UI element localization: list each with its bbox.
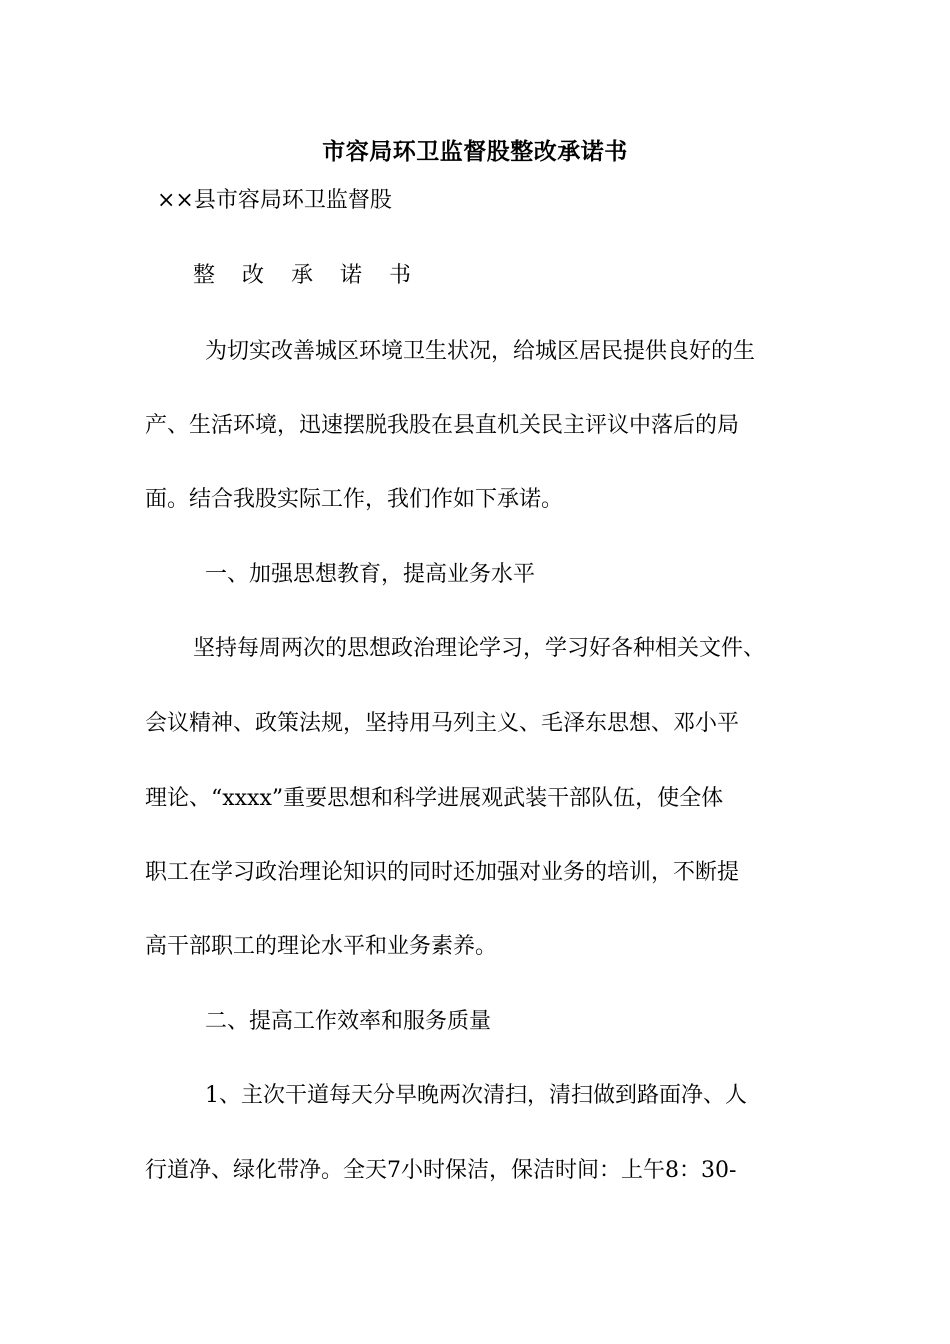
addressee: ××县市容局环卫监督股	[157, 188, 392, 213]
section-heading-1: 一、加强思想教育，提高业务水平	[205, 562, 536, 587]
body-line-4: 坚持每周两次的思想政治理论学习，学习好各种相关文件、	[193, 636, 766, 661]
body-line-1: 为切实改善城区环境卫生状况，给城区居民提供良好的生	[205, 339, 756, 364]
body-line-10: 行道净、绿化带净。全天7小时保洁，保洁时间：上午8：30-	[145, 1158, 737, 1183]
body-line-6: 理论、“xxxx”重要思想和科学进展观武装干部队伍，使全体	[145, 786, 724, 811]
subtitle: 整 改 承 诺 书	[193, 263, 421, 288]
body-line-7: 职工在学习政治理论知识的同时还加强对业务的培训，不断提	[145, 860, 740, 885]
document-title: 市容局环卫监督股整改承诺书	[322, 138, 628, 165]
body-line-9: 1、主次干道每天分早晚两次清扫，清扫做到路面净、人	[205, 1083, 747, 1108]
body-line-8: 高干部职工的理论水平和业务素养。	[145, 934, 498, 959]
body-line-2: 产、生活环境，迅速摆脱我股在县直机关民主评议中落后的局	[145, 413, 740, 438]
body-line-5: 会议精神、政策法规，坚持用马列主义、毛泽东思想、邓小平	[145, 711, 740, 736]
body-line-3: 面。结合我股实际工作，我们作如下承诺。	[145, 487, 564, 512]
section-heading-2: 二、提高工作效率和服务质量	[205, 1009, 492, 1034]
